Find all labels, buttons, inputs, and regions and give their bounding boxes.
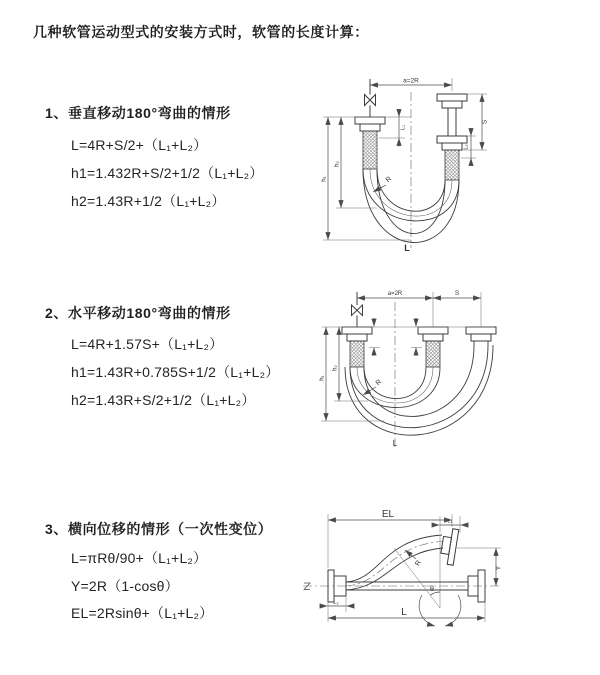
section2-formula-h2: h2=1.43R+S/2+1/2（L₁+L₂）	[71, 392, 256, 408]
radius-label: R	[414, 559, 423, 568]
dim-label-l2: L₂	[463, 144, 470, 150]
dim-label-h1: h₁	[321, 176, 328, 182]
diagram-lateral-displacement	[300, 502, 530, 642]
diagram-horizontal-180-bend	[312, 283, 512, 455]
section2-formula-L: L=4R+1.57S+（L₁+L₂）	[71, 336, 224, 352]
section2-heading: 2、水平移动180°弯曲的情形	[45, 305, 231, 321]
length-label: L	[392, 439, 398, 448]
dim-label-y: Y	[495, 565, 503, 571]
dim-label-el: EL	[381, 509, 395, 520]
dim-label-s: S	[454, 290, 460, 297]
braided-hose-middle	[426, 341, 440, 367]
dim-label-h2: h₂	[332, 365, 339, 371]
radius-label: R	[384, 175, 394, 185]
section3-heading: 3、横向位移的情形（一次性变位）	[45, 521, 273, 537]
section1-formula-h1: h1=1.432R+S/2+1/2（L₁+L₂）	[71, 165, 264, 181]
dim-label-h1: h₁	[319, 375, 326, 381]
tilted-flange	[439, 528, 458, 566]
dim-label-a2r: a=2R	[403, 77, 419, 85]
braided-hose-left	[363, 131, 377, 169]
valve-icon	[365, 95, 376, 106]
braided-hose-left	[350, 341, 364, 367]
theta-label: θ	[430, 586, 434, 593]
dim-label-a2r: a=2R	[387, 291, 403, 297]
length-label: L	[404, 243, 410, 253]
dim-label-l1: L₁	[447, 518, 453, 525]
dim-label-l2: L₂	[333, 600, 339, 606]
section3-formula-Y: Y=2R（1-cosθ）	[71, 578, 179, 594]
radius-label: R	[374, 378, 384, 388]
braided-hose-right	[445, 150, 459, 180]
dim-label-h2: h₂	[334, 161, 341, 167]
section2-formula-h1: h1=1.43R+0.785S+1/2（L₁+L₂）	[71, 364, 280, 380]
section3-formula-EL: EL=2Rsinθ+（L₁+L₂）	[71, 605, 214, 621]
section1-formula-h2: h2=1.43R+1/2（L₁+L₂）	[71, 193, 226, 209]
dim-label-s: S	[481, 119, 489, 125]
diagram-vertical-180-bend	[315, 74, 510, 256]
length-label: L	[401, 607, 407, 618]
dimension-annotations	[320, 290, 495, 448]
page-title: 几种软管运动型式的安装方式时，软管的长度计算：	[33, 24, 369, 40]
dimension-annotations	[322, 78, 489, 254]
valve-icon	[352, 305, 363, 316]
dim-label-l1: L₁	[400, 125, 407, 130]
section1-heading: 1、垂直移动180°弯曲的情形	[45, 105, 231, 121]
pipe-fittings	[342, 292, 496, 367]
hose-s-curve	[346, 535, 468, 590]
dimension-annotations	[320, 509, 503, 622]
section1-formula-L: L=4R+S/2+（L₁+L₂）	[71, 137, 208, 153]
pipe-fittings	[328, 528, 485, 602]
section3-formula-L: L=πRθ/90+（L₁+L₂）	[71, 550, 208, 566]
